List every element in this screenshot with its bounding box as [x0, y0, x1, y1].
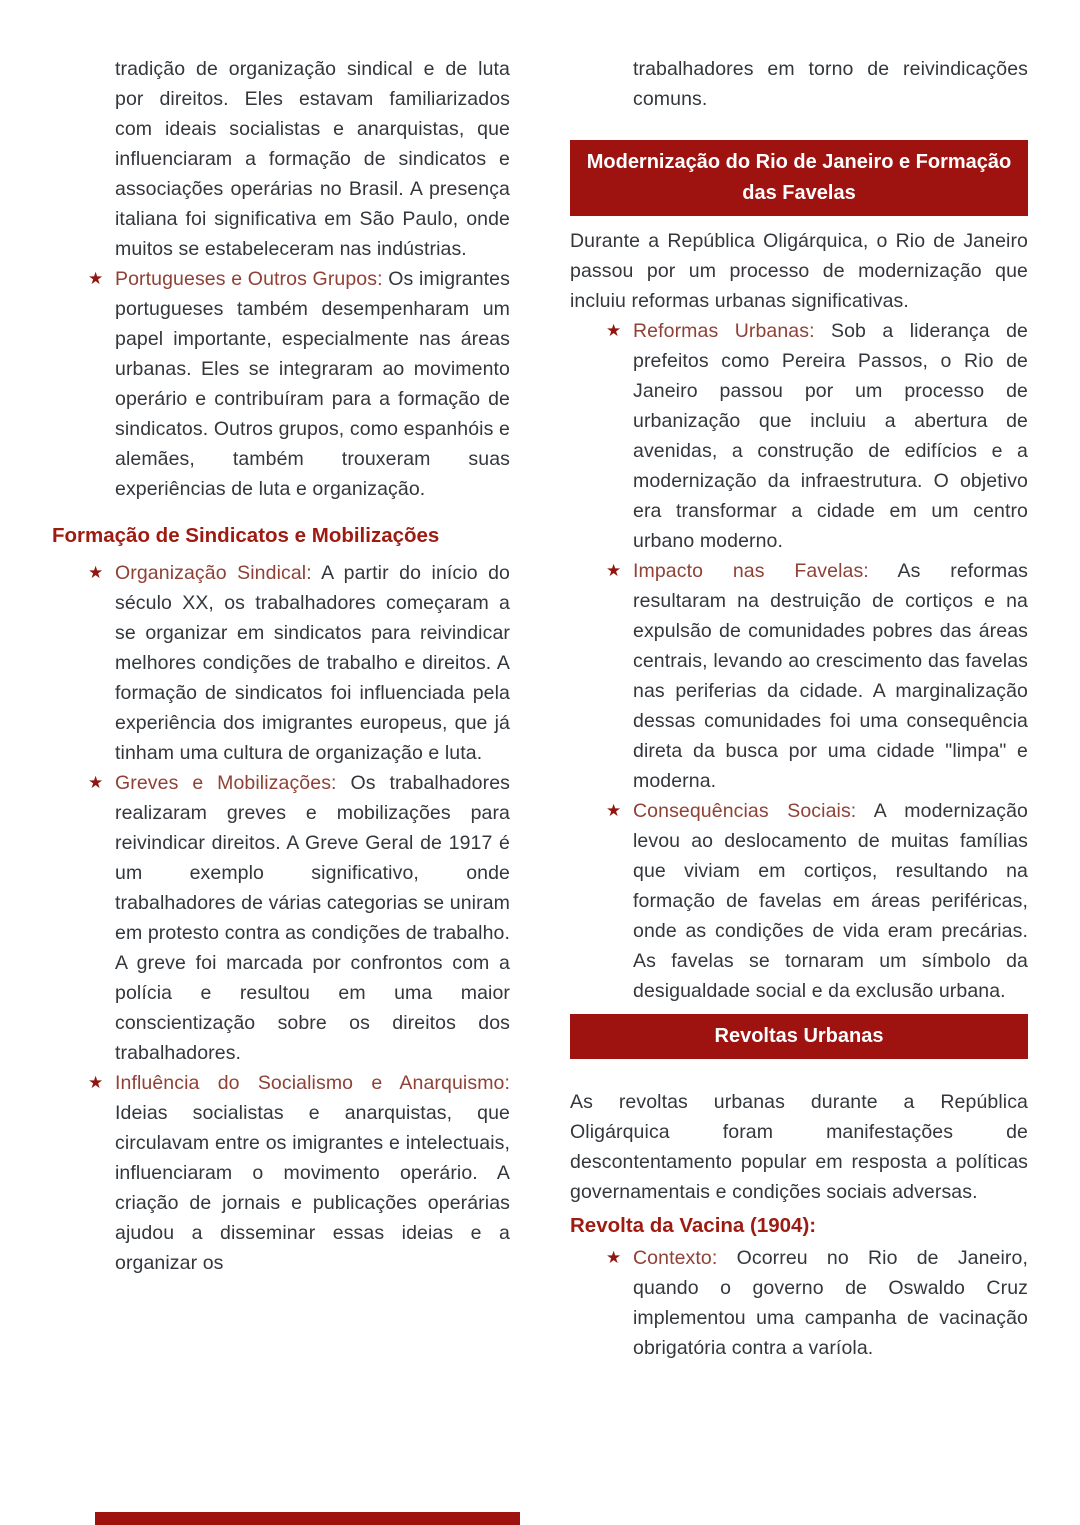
continuation-paragraph: tradição de organização sindical e de luta por direitos. Eles estavam familiarizados com ideais socialistas e anarquistas, que influenciaram a formação de sindicatos e associações operárias no Brasil. A presença italiana foi significativa em São Paulo, onde muitos se estabeleceram nas indústrias. — [115, 58, 510, 260]
list-item-lead: Reformas Urbanas: — [633, 320, 815, 342]
list-item-text — [633, 1243, 1028, 1363]
list-item-text — [115, 1068, 510, 1278]
list-item — [570, 316, 1028, 556]
list-item-body: As reformas resultaram na destruição de cortiços e na expulsão de comunidades pobres das áreas centrais, levando ao crescimento das favelas nas periferias da cidade. A marginalização dessas comunidades foi uma consequência direta da busca por uma cidade "limpa" e moderna. — [633, 560, 1028, 792]
star-bullet-icon: ★ — [606, 321, 622, 340]
star-bullet-icon: ★ — [88, 1073, 104, 1092]
left-column — [52, 54, 510, 1363]
intro-paragraph: Durante a República Oligárquica, o Rio de Janeiro passou por um processo de modernização que incluiu reformas urbanas significativas. — [570, 230, 1028, 312]
list-item-body: Os imigrantes portugueses também desempenharam um papel importante, especialmente nas áreas urbanas. Eles se integraram ao movimento operário e contribuíram para a formação de sindicatos. Outros grupos, como espanhóis e alemães, também trouxeram suas experiências de luta e organização. — [115, 268, 510, 500]
list-item — [52, 768, 510, 1068]
list-item-body: Sob a liderança de prefeitos como Pereira Passos, o Rio de Janeiro passou por um processo de urbanização que incluiu a abertura de avenidas, a construção de edifícios e a modernização da infraestrutura. O objetivo era transformar a cidade em um centro urbano moderno. — [633, 320, 1028, 552]
intro-paragraph: As revoltas urbanas durante a República Oligárquica foram manifestações de descontentamento popular em resposta a políticas governamentais e condições sociais adversas. — [570, 1091, 1028, 1203]
right-column — [570, 54, 1028, 1363]
list-item-text — [115, 558, 510, 768]
star-bullet-icon: ★ — [606, 561, 622, 580]
list-item-lead: Greves e Mobilizações: — [115, 772, 337, 794]
list-item-text — [115, 264, 510, 504]
list-item-body: Ideias socialistas e anarquistas, que circulavam entre os imigrantes e intelectuais, influenciaram o movimento operário. A criação de jornais e publicações operárias ajudou a disseminar essas ideias e a organizar os — [115, 1102, 510, 1274]
list-item — [570, 556, 1028, 796]
star-bullet-icon: ★ — [88, 563, 104, 582]
section-heading: Formação de Sindicatos e Mobilizações — [52, 524, 440, 547]
list-item-text — [633, 316, 1028, 556]
list-item-body: A modernização levou ao deslocamento de muitas famílias que viviam em cortiços, resultando na formação de favelas em áreas periféricas, onde as condições de vida eram precárias. As favelas se tornaram um símbolo da desigualdade social e da exclusão urbana. — [633, 800, 1028, 1002]
star-bullet-icon: ★ — [606, 1248, 622, 1267]
list-item-text — [633, 556, 1028, 796]
list-item — [52, 264, 510, 504]
sub-heading-vacina: Revolta da Vacina (1904): — [570, 1214, 817, 1237]
star-bullet-icon: ★ — [606, 801, 622, 820]
star-bullet-icon: ★ — [88, 773, 104, 792]
list-item-lead: Organização Sindical: — [115, 562, 312, 584]
list-item — [52, 1068, 510, 1278]
star-bullet-icon: ★ — [88, 269, 104, 288]
list-item-lead: Impacto nas Favelas: — [633, 560, 869, 582]
list-item — [570, 1243, 1028, 1363]
list-item-body: Ocorreu no Rio de Janeiro, quando o governo de Oswaldo Cruz implementou uma campanha de vacinação obrigatória contra a varíola. — [633, 1247, 1028, 1359]
list-item-lead: Influência do Socialismo e Anarquismo: — [115, 1072, 510, 1094]
list-item — [570, 796, 1028, 1006]
list-item-lead: Consequências Sociais: — [633, 800, 857, 822]
cutoff-section-banner — [95, 1512, 520, 1525]
list-item-lead: Contexto: — [633, 1247, 718, 1269]
list-item-lead: Portugueses e Outros Grupos: — [115, 268, 383, 290]
list-item — [52, 558, 510, 768]
continuation-paragraph: trabalhadores em torno de reivindicações comuns. — [633, 58, 1028, 110]
list-item-text — [115, 768, 510, 1068]
two-column-layout — [52, 54, 1030, 1363]
list-item-text — [633, 796, 1028, 1006]
section-banner-revoltas: Revoltas Urbanas — [570, 1014, 1028, 1059]
section-banner-modernizacao: Modernização do Rio de Janeiro e Formação das Favelas — [570, 140, 1028, 216]
list-item-body: Os trabalhadores realizaram greves e mobilizações para reivindicar direitos. A Greve Geral de 1917 é um exemplo significativo, onde trabalhadores de várias categorias se uniram em protesto contra as condições de trabalho. A greve foi marcada por confrontos com a polícia e resultou em uma maior conscientização sobre os direitos dos trabalhadores. — [115, 772, 510, 1064]
list-item-body: A partir do início do século XX, os trabalhadores começaram a se organizar em sindicatos para reivindicar melhores condições de trabalho e direitos. A formação de sindicatos foi influenciada pela experiência dos imigrantes europeus, que já tinham uma cultura de organização e luta. — [115, 562, 510, 764]
